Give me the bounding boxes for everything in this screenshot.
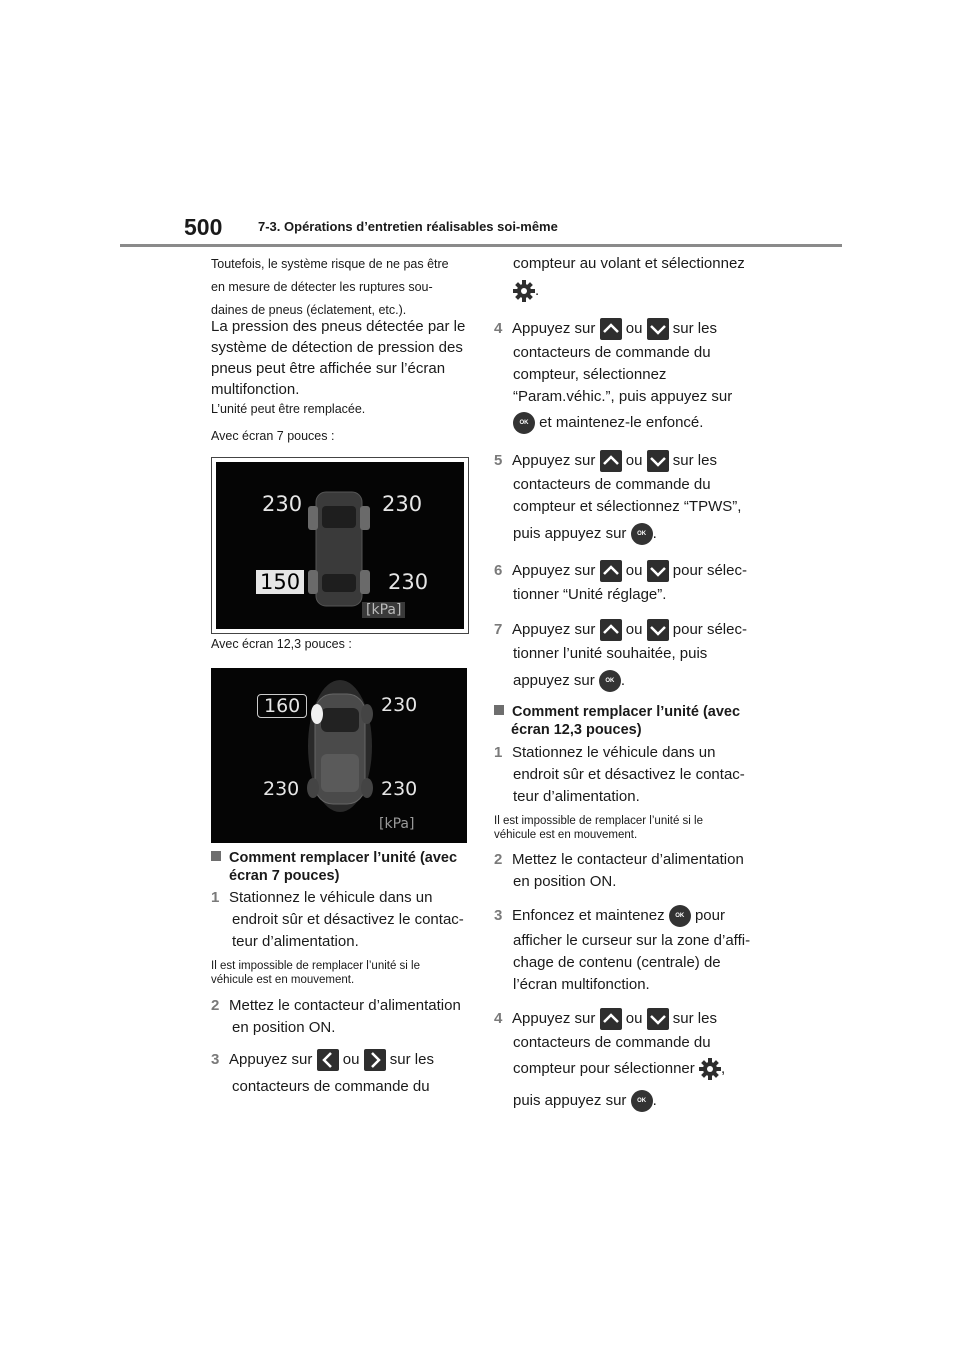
step-4: 4 Appuyez sur ou sur les (494, 318, 717, 340)
chevron-down-icon (647, 318, 669, 340)
step-3-end: . (513, 280, 539, 302)
step-5-cont: compteur et sélectionnez “TPWS”, (513, 498, 742, 515)
step-3-cont: compteur au volant et sélectionnez (513, 255, 745, 272)
step-7-cont: tionner l’unité souhaitée, puis (513, 645, 708, 662)
bullet-square-icon (494, 705, 504, 715)
tire-fr-value: 230 (382, 492, 423, 516)
step-1-cont: teur d’alimentation. (513, 788, 640, 805)
chevron-up-icon (600, 450, 622, 472)
tire-rl-value: 230 (263, 778, 300, 800)
display-line: La pression des pneus détectée par le (211, 318, 466, 335)
note-line: Il est impossible de remplacer l’unité si le (494, 815, 704, 827)
step-3: 3 Appuyez sur ou sur les (211, 1049, 434, 1071)
screen7-label: Avec écran 7 pouces : (211, 429, 335, 443)
step-1-cont: teur d’alimentation. (232, 933, 359, 950)
step-4-cont: contacteurs de commande du (513, 344, 711, 361)
chevron-down-icon (647, 560, 669, 582)
step-4-cont: “Param.véhic.”, puis appuyez sur (513, 388, 733, 405)
step-1: 1 Stationnez le véhicule dans un (211, 889, 433, 906)
step-1-cont: endroit sûr et désactivez le contac- (513, 766, 745, 783)
display-line: pneus peut être affichée sur l’écran (211, 360, 446, 377)
step-1-cont: endroit sûr et désactivez le contac- (232, 911, 464, 928)
section-heading: Comment remplacer l’unité (avec (211, 848, 457, 868)
car-3d-icon (305, 676, 375, 816)
step-2: 2 Mettez le contacteur d’alimentation (211, 997, 461, 1014)
step-4-cont: compteur, sélectionnez (513, 366, 667, 383)
step-6-cont: tionner “Unité réglage”. (513, 586, 667, 603)
step-2-cont: en position ON. (232, 1019, 336, 1036)
step-4-cont: compteur pour sélectionner , (513, 1058, 725, 1080)
unit-note: L’unité peut être remplacée. (211, 402, 366, 416)
note-line: véhicule est en mouvement. (211, 974, 355, 986)
display-line: système de détection de pression des (211, 339, 463, 356)
step-5-cont: contacteurs de commande du (513, 476, 711, 493)
unit-label: [kPa] (362, 602, 405, 618)
screen12-label: Avec écran 12,3 pouces : (211, 637, 352, 651)
step-2-cont: en position ON. (513, 873, 617, 890)
car-top-icon (304, 484, 374, 614)
chevron-down-icon (647, 450, 669, 472)
chevron-up-icon (600, 1008, 622, 1030)
chevron-up-icon (600, 560, 622, 582)
header-rule (120, 244, 842, 247)
step-7-end: appuyez sur OK . (513, 670, 625, 692)
ok-button-icon: OK (513, 412, 535, 434)
ok-button-icon: OK (599, 670, 621, 692)
intro-line: Toutefois, le système risque de ne pas être (211, 257, 449, 271)
tire-rr-value: 230 (381, 778, 418, 800)
step-4-end: puis appuyez sur OK . (513, 1090, 657, 1112)
note-line: véhicule est en mouvement. (494, 829, 638, 841)
section-heading-cont: écran 12,3 pouces) (511, 722, 642, 738)
chevron-down-icon (647, 619, 669, 641)
tire-rl-value-warning: 150 (256, 570, 304, 594)
chevron-down-icon (647, 1008, 669, 1030)
step-3-cont: chage de contenu (centrale) de (513, 954, 721, 971)
section-heading-cont: écran 7 pouces) (229, 868, 340, 884)
step-4-end: OK et maintenez-le enfoncé. (513, 412, 703, 434)
chevron-up-icon (600, 619, 622, 641)
intro-line: en mesure de détecter les ruptures sou- (211, 280, 433, 294)
chevron-right-icon (364, 1049, 386, 1071)
step-3-cont: contacteurs de commande du (232, 1078, 430, 1095)
note-line: Il est impossible de remplacer l’unité si le (211, 960, 421, 972)
step-3: 3 Enfoncez et maintenez OK pour (494, 905, 725, 927)
unit-label: [kPa] (379, 816, 415, 832)
gear-icon (699, 1058, 721, 1080)
screen7-display (216, 462, 464, 629)
step-1: 1 Stationnez le véhicule dans un (494, 744, 716, 761)
tire-fl-value: 230 (262, 492, 303, 516)
step-3-cont: afficher le curseur sur la zone d’affi- (513, 932, 751, 949)
bullet-square-icon (211, 851, 221, 861)
step-7: 7 Appuyez sur ou pour sélec- (494, 619, 747, 641)
section-title: 7-3. Opérations d’entretien réalisables soi-même (258, 219, 558, 234)
step-6: 6 Appuyez sur ou pour sélec- (494, 560, 747, 582)
section-heading: Comment remplacer l’unité (avec (494, 702, 740, 722)
step-4-cont: contacteurs de commande du (513, 1034, 711, 1051)
step-4: 4 Appuyez sur ou sur les (494, 1008, 717, 1030)
gear-icon (513, 280, 535, 302)
page-number: 500 (184, 214, 223, 240)
tire-rr-value: 230 (388, 570, 429, 594)
chevron-left-icon (317, 1049, 339, 1071)
ok-button-icon: OK (669, 905, 691, 927)
tire-fl-value-warning: 160 (257, 694, 307, 718)
intro-line: daines de pneus (éclatement, etc.). (211, 303, 407, 317)
ok-button-icon: OK (631, 1090, 653, 1112)
step-5-end: puis appuyez sur OK . (513, 523, 657, 545)
step-2: 2 Mettez le contacteur d’alimentation (494, 851, 744, 868)
step-3-cont: l’écran multifonction. (513, 976, 650, 993)
screen7-frame (211, 457, 469, 634)
tire-fr-value: 230 (381, 694, 418, 716)
chevron-up-icon (600, 318, 622, 340)
ok-button-icon: OK (631, 523, 653, 545)
screen12-display (211, 668, 467, 843)
display-line: multifonction. (211, 381, 300, 398)
step-5: 5 Appuyez sur ou sur les (494, 450, 717, 472)
